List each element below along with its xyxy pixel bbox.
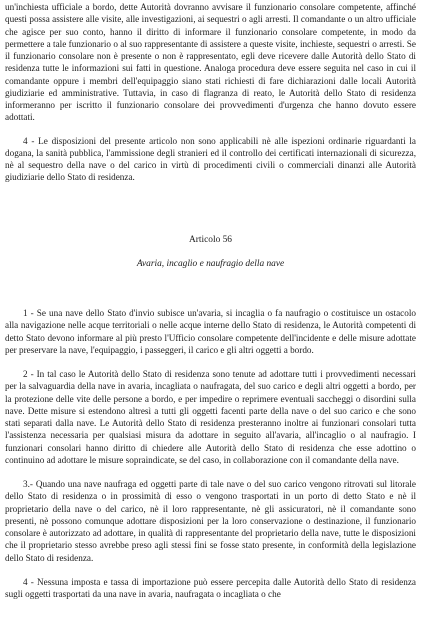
- document-body: [5, 1, 416, 600]
- paragraph-inquiry-continuation: un'inchiesta ufficiale a bordo, dette Autorità dovranno avvisare il funzionario consolare competente, affinché questi possa assistere alle visite, alle investigazioni, ai sequestri o agli arresti. Il comandante o un altro ufficiale che agisce per suo conto, hanno il diritto di informare il funzionario consolare competente, in modo da permettere a tale funzionario o al suo rappresentante di assistere a queste visite, inchieste, sequestri o arresti. Se il funzionario consolare non è presente o non è rappresentato, egli deve ricevere dalle Autorità dello Stato di residenza tutte le informazioni sui fatti in questione. Analoga procedura deve essere seguita nel caso in cui il comandante oppure i membri dell'equipaggio siano stati richiesti di fare dichiarazioni dalle locali Autorità giudiziarie ed amministrative. Tuttavia, in caso di flagranza di reato, le Autorità dello Stato di residenza informeranno per iscritto il funzionario consolare dei provvedimenti d'urgenza che hanno dovuto essere adottati.: [5, 2, 416, 123]
- article-title: Articolo 56: [189, 234, 232, 245]
- paragraph-4-taxes: 4 - Nessuna imposta e tassa di importazione può essere percepita dalle Autorità dello Stato di residenza sugli oggetti trasportati da una nave in avaria, naufragata o incagliata o che: [5, 576, 416, 599]
- article-subtitle: Avaria, incaglio e naufragio della nave: [136, 258, 285, 269]
- paragraph-1-average: 1 - Se una nave dello Stato d'invio subisce un'avaria, si incaglia o fa naufragio o costituisce un ostacolo alla navigazione nelle acque territoriali o nelle acque interne dello Stato di residenza, le Autorità competenti di detto Stato devono informare al più presto l'Ufficio consolare competente dell'incidente e delle misure adottate per preservare la nave, l'equipaggio, i passeggeri, il carico e gli altri oggetti a bordo.: [5, 308, 416, 355]
- paragraph-2-measures: 2 - In tal caso le Autorità dello Stato di residenza sono tenute ad adottare tutti i provvedimenti necessari per la salvaguardia della nave in avaria, incagliata o naufragata, del suo carico e degli altri oggetti a bordo, per la protezione delle vite delle persone a bordo, e per impedire o reprimere eventuali saccheggi o disordini sulla nave. Dette misure si estendono altresì a tutti gli oggetti facenti parte della nave o del suo carico e che sono stati separati dalla nave. Le Autorità dello Stato di residenza presteranno inoltre ai funzionari consolari tutta l'assistenza necessaria per qualsiasi misura da adottare in seguito all'avaria, all'incaglio o al naufragio. I funzionari consolari hanno diritto di chiedere alle Autorità dello Stato di residenza che esse adottino o continuino ad adottare le misure sopraindicate, se del caso, in collaborazione con il comandante della nave.: [5, 369, 416, 465]
- paragraph-3-shipwreck: 3.- Quando una nave naufraga ed oggetti parte di tale nave o del suo carico vengono ritrovati sul litorale dello Stato di residenza o in prossimità di esso o vengono trasportati in un porto di detto Stato e nè il proprietario della nave o del carico, nè il loro rappresentante, nè gli assicuratori, nè il comandante sono presenti, nè possono comunque adottare disposizioni per la loro conservazione o destinazione, il funzionario consolare è autorizzato ad adottare, in qualità di rappresentante del proprietario della nave, tutte le disposizioni che il proprietario stesso avrebbe preso agli stessi fini se fosse stato presente, in conformità della legislazione dello Stato di residenza.: [5, 479, 416, 563]
- paragraph-4-exceptions: 4 - Le disposizioni del presente articolo non sono applicabili nè alle ispezioni ordinarie riguardanti la dogana, la sanità pubblica, l'ammissione degli stranieri ed il controllo dei certificati internazionali di sicurezza, nè al sequestro della nave o del carico in virtù di procedimenti civili o commerciali dinanzi alle Autorità giudiziarie dello Stato di residenza.: [5, 135, 416, 183]
